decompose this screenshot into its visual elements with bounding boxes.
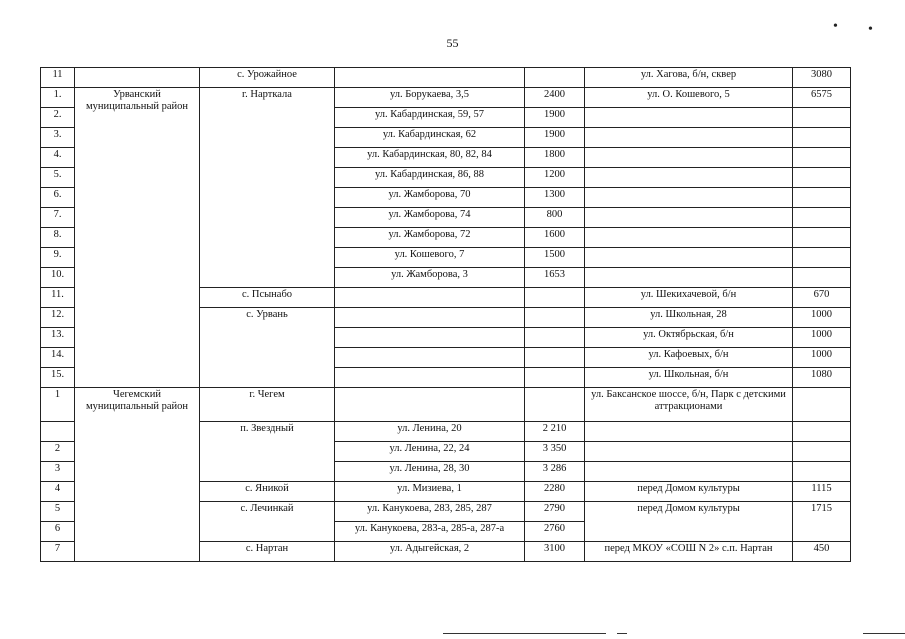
value-cell: 1500 xyxy=(525,248,585,268)
row-number: 10. xyxy=(41,268,75,288)
location-cell xyxy=(585,108,793,128)
settlement-cell: с. Лечинкай xyxy=(200,502,335,542)
location-cell: ул. Школьная, 28 xyxy=(585,308,793,328)
location-cell xyxy=(585,248,793,268)
location-cell: ул. О. Кошевого, 5 xyxy=(585,88,793,108)
amount-cell xyxy=(793,128,851,148)
value-cell: 1600 xyxy=(525,228,585,248)
value-cell: 1300 xyxy=(525,188,585,208)
corner-mark: • xyxy=(833,19,838,34)
address-cell: ул. Борукаева, 3,5 xyxy=(335,88,525,108)
row-number: 2 xyxy=(41,442,75,462)
settlement-cell: с. Нартан xyxy=(200,542,335,562)
value-cell: 1900 xyxy=(525,108,585,128)
value-cell: 1900 xyxy=(525,128,585,148)
location-cell: ул. Кафоевых, б/н xyxy=(585,348,793,368)
row-number: 2. xyxy=(41,108,75,128)
row-number: 9. xyxy=(41,248,75,268)
data-table xyxy=(40,67,851,562)
address-cell: ул. Кабардинская, 86, 88 xyxy=(335,168,525,188)
value-cell: 2400 xyxy=(525,88,585,108)
amount-cell: 1715 xyxy=(793,502,851,542)
amount-cell xyxy=(793,462,851,482)
value-cell: 2280 xyxy=(525,482,585,502)
address-cell: ул. Жамборова, 74 xyxy=(335,208,525,228)
value-cell xyxy=(525,288,585,308)
location-cell xyxy=(585,208,793,228)
value-cell xyxy=(525,308,585,328)
amount-cell xyxy=(793,108,851,128)
location-cell: перед Домом культуры xyxy=(585,482,793,502)
value-cell xyxy=(525,388,585,422)
settlement-cell: п. Звездный xyxy=(200,422,335,482)
row-number: 6 xyxy=(41,522,75,542)
address-cell xyxy=(335,368,525,388)
amount-cell: 6575 xyxy=(793,88,851,108)
address-cell: ул. Мизиева, 1 xyxy=(335,482,525,502)
value-cell: 1200 xyxy=(525,168,585,188)
value-cell: 2790 xyxy=(525,502,585,522)
address-cell xyxy=(335,68,525,88)
address-cell xyxy=(335,348,525,368)
row-number: 8. xyxy=(41,228,75,248)
table-row xyxy=(41,388,851,422)
value-cell xyxy=(525,348,585,368)
row-number: 13. xyxy=(41,328,75,348)
address-cell: ул. Канукоева, 283, 285, 287 xyxy=(335,502,525,522)
value-cell xyxy=(525,328,585,348)
settlement-cell: с. Псынабо xyxy=(200,288,335,308)
amount-cell: 1115 xyxy=(793,482,851,502)
footer-rule xyxy=(443,633,606,634)
address-cell xyxy=(335,388,525,422)
address-cell: ул. Кабардинская, 59, 57 xyxy=(335,108,525,128)
amount-cell xyxy=(793,168,851,188)
footer-rule xyxy=(617,633,627,634)
amount-cell xyxy=(793,148,851,168)
location-cell: ул. Школьная, б/н xyxy=(585,368,793,388)
address-cell: ул. Канукоева, 283-а, 285-а, 287-а xyxy=(335,522,525,542)
location-cell xyxy=(585,442,793,462)
location-cell: ул. Октябрьская, б/н xyxy=(585,328,793,348)
value-cell: 2760 xyxy=(525,522,585,542)
row-number xyxy=(41,422,75,442)
row-number: 11 xyxy=(41,68,75,88)
address-cell: ул. Адыгейская, 2 xyxy=(335,542,525,562)
row-number: 1. xyxy=(41,88,75,108)
row-number: 15. xyxy=(41,368,75,388)
location-cell: ул. Шекихачевой, б/н xyxy=(585,288,793,308)
amount-cell: 670 xyxy=(793,288,851,308)
address-cell: ул. Кабардинская, 80, 82, 84 xyxy=(335,148,525,168)
amount-cell: 1000 xyxy=(793,308,851,328)
location-cell xyxy=(585,128,793,148)
row-number: 12. xyxy=(41,308,75,328)
page-number: 55 xyxy=(446,36,459,50)
amount-cell xyxy=(793,388,851,422)
address-cell: ул. Жамборова, 70 xyxy=(335,188,525,208)
row-number: 1 xyxy=(41,388,75,422)
value-cell xyxy=(525,368,585,388)
location-cell xyxy=(585,188,793,208)
row-number: 5 xyxy=(41,502,75,522)
address-cell xyxy=(335,288,525,308)
location-cell xyxy=(585,462,793,482)
row-number: 14. xyxy=(41,348,75,368)
address-cell: ул. Ленина, 20 xyxy=(335,422,525,442)
address-cell: ул. Жамборова, 3 xyxy=(335,268,525,288)
settlement-cell: г. Нарткала xyxy=(200,88,335,288)
location-cell xyxy=(585,148,793,168)
value-cell: 1800 xyxy=(525,148,585,168)
location-cell xyxy=(585,422,793,442)
corner-mark: • xyxy=(868,22,873,37)
location-cell: ул. Хагова, б/н, сквер xyxy=(585,68,793,88)
value-cell: 800 xyxy=(525,208,585,228)
table-body xyxy=(41,68,851,562)
amount-cell: 3080 xyxy=(793,68,851,88)
address-cell: ул. Ленина, 22, 24 xyxy=(335,442,525,462)
settlement-cell: с. Яникой xyxy=(200,482,335,502)
amount-cell: 450 xyxy=(793,542,851,562)
settlement-cell: с. Урожайное xyxy=(200,68,335,88)
address-cell: ул. Кабардинская, 62 xyxy=(335,128,525,148)
location-cell: перед Домом культуры xyxy=(585,502,793,542)
amount-cell xyxy=(793,228,851,248)
value-cell: 3 286 xyxy=(525,462,585,482)
location-cell: перед МКОУ «СОШ N 2» с.п. Нартан xyxy=(585,542,793,562)
address-cell: ул. Ленина, 28, 30 xyxy=(335,462,525,482)
district-cell xyxy=(75,68,200,88)
address-cell: ул. Кошевого, 7 xyxy=(335,248,525,268)
row-number: 7 xyxy=(41,542,75,562)
row-number: 6. xyxy=(41,188,75,208)
amount-cell: 1000 xyxy=(793,348,851,368)
amount-cell xyxy=(793,422,851,442)
row-number: 4 xyxy=(41,482,75,502)
address-cell xyxy=(335,308,525,328)
amount-cell xyxy=(793,268,851,288)
row-number: 4. xyxy=(41,148,75,168)
address-cell xyxy=(335,328,525,348)
value-cell: 3100 xyxy=(525,542,585,562)
amount-cell: 1080 xyxy=(793,368,851,388)
row-number: 3. xyxy=(41,128,75,148)
amount-cell xyxy=(793,442,851,462)
row-number: 3 xyxy=(41,462,75,482)
row-number: 7. xyxy=(41,208,75,228)
row-number: 11. xyxy=(41,288,75,308)
value-cell: 3 350 xyxy=(525,442,585,462)
address-cell: ул. Жамборова, 72 xyxy=(335,228,525,248)
amount-cell: 1000 xyxy=(793,328,851,348)
value-cell: 2 210 xyxy=(525,422,585,442)
settlement-cell: г. Чегем xyxy=(200,388,335,422)
amount-cell xyxy=(793,188,851,208)
location-cell xyxy=(585,168,793,188)
table-row xyxy=(41,88,851,108)
district-cell: Чегемский муниципальный район xyxy=(75,388,200,562)
value-cell xyxy=(525,68,585,88)
amount-cell xyxy=(793,208,851,228)
location-cell xyxy=(585,228,793,248)
district-cell: Урванский муниципальный район xyxy=(75,88,200,388)
location-cell xyxy=(585,268,793,288)
settlement-cell: с. Урвань xyxy=(200,308,335,388)
value-cell: 1653 xyxy=(525,268,585,288)
table-row xyxy=(41,68,851,88)
amount-cell xyxy=(793,248,851,268)
footer-rule xyxy=(863,633,905,634)
location-cell: ул. Баксанское шоссе, б/н, Парк с детскими аттракционами xyxy=(585,388,793,422)
row-number: 5. xyxy=(41,168,75,188)
